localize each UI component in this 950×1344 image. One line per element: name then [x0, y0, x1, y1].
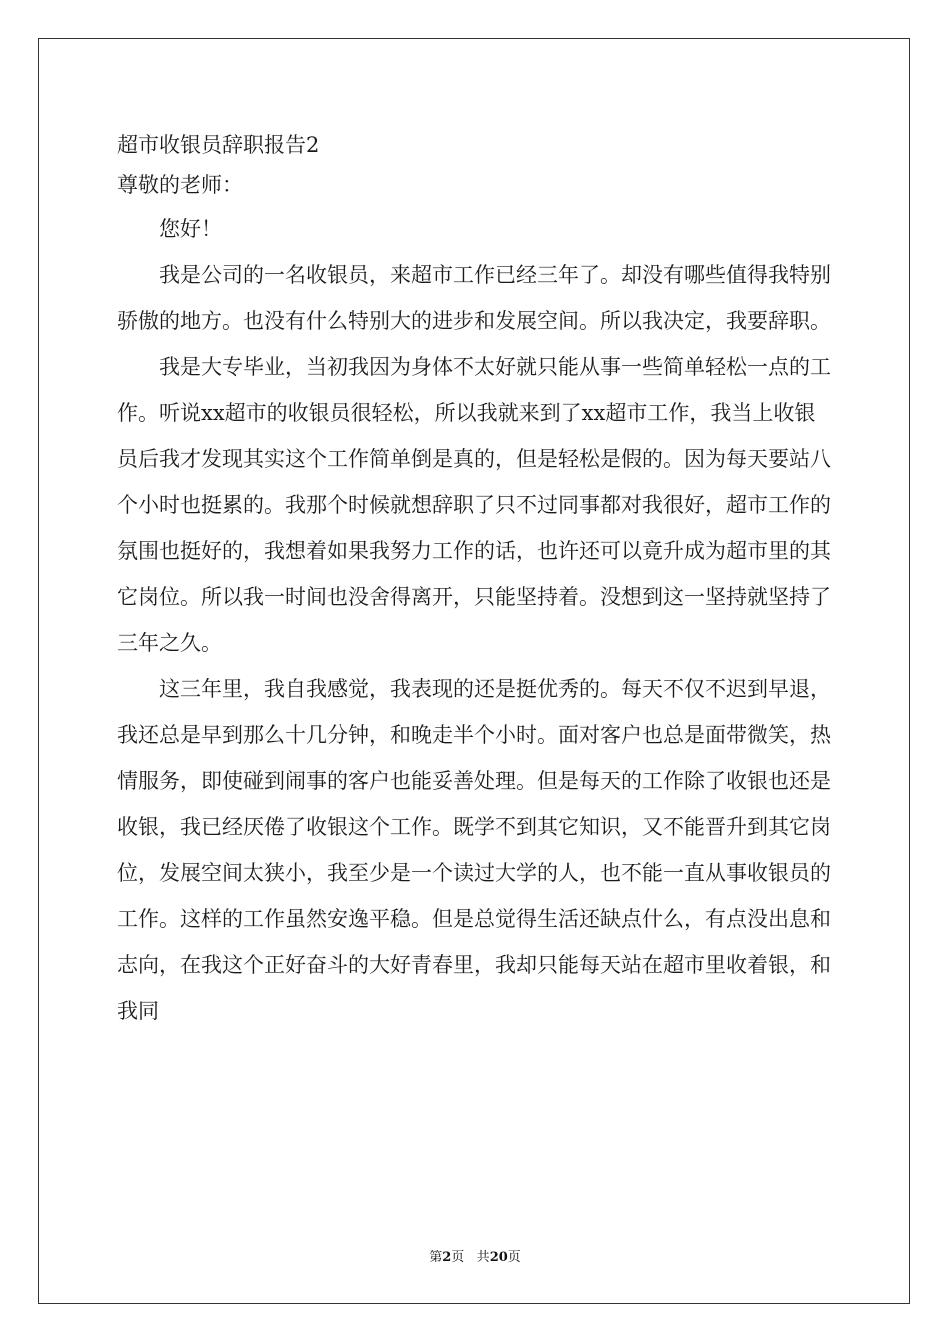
document-body [117, 130, 833, 1034]
paragraph-3: 这三年里，我自我感觉，我表现的还是挺优秀的。每天不仅不迟到早退，我还总是早到那么十几分钟，和晚走半个小时。面对客户也总是面带微笑，热情服务，即使碰到闹事的客户也能妥善处理。但是每天的工作除了收银也还是收银，我已经厌倦了收银这个工作。既学不到其它知识，又不能晋升到其它岗位，发展空间太狭小，我至少是一个读过大学的人，也不能一直从事收银员的工作。这样的工作虽然安逸平稳。但是总觉得生活还缺点什么，有点没出息和志向，在我这个正好奋斗的大好青春里，我却只能每天站在超市里收着银，和我同 [117, 677, 831, 1023]
document-title: 超市收银员辞职报告2 [117, 133, 320, 157]
paragraph-1: 我是公司的一名收银员，来超市工作已经三年了。却没有哪些值得我特别骄傲的地方。也没有什么特别大的进步和发展空间。所以我决定，我要辞职。 [117, 263, 831, 333]
total-prefix: 共 [476, 1250, 490, 1265]
page-number: 2 [442, 1250, 452, 1265]
page-prefix: 第 [429, 1250, 443, 1265]
page-footer [0, 1246, 950, 1265]
total-pages: 20 [489, 1250, 508, 1265]
page-suffix: 页 [451, 1250, 465, 1265]
salutation: 尊敬的老师： [117, 173, 243, 197]
paragraph-greeting: 您好！ [159, 217, 222, 241]
total-suffix: 页 [507, 1250, 521, 1265]
paragraph-2: 我是大专毕业，当初我因为身体不太好就只能从事一些简单轻松一点的工作。听说xx超市的收银员很轻松，所以我就来到了xx超市工作，我当上收银员后我才发现其实这个工作简单倒是真的，但是轻松是假的。因为每天要站八个小时也挺累的。我那个时候就想辞职了只不过同事都对我很好，超市工作的氛围也挺好的，我想着如果我努力工作的话，也许还可以竟升成为超市里的其它岗位。所以我一时间也没舍得离开，只能坚持着。没想到这一坚持就坚持了三年之久。 [117, 355, 831, 655]
